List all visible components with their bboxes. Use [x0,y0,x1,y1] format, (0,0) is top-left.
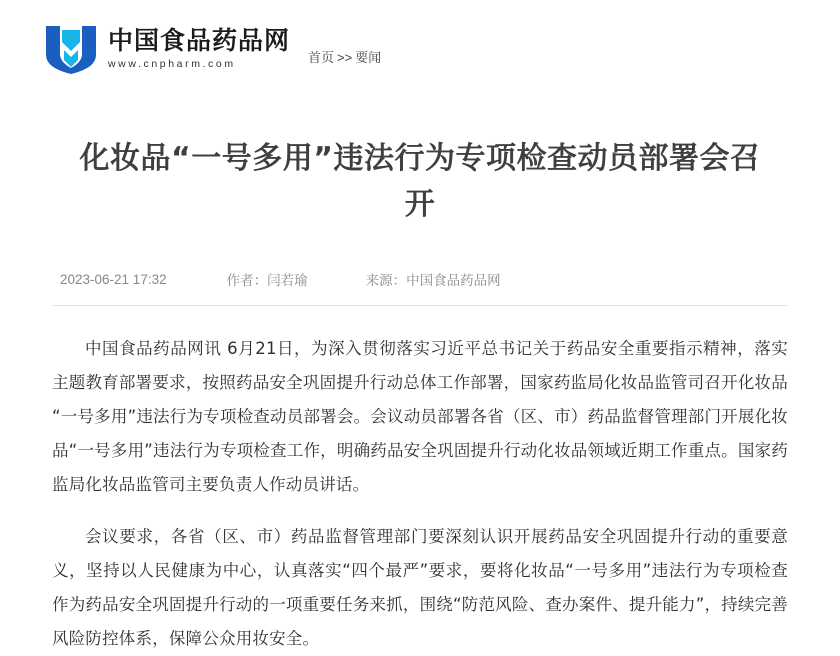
article-paragraph: 中国食品药品网讯 6月21日，为深入贯彻落实习近平总书记关于药品安全重要指示精神，落实主题教育部署要求，按照药品安全巩固提升行动总体工作部署，国家药监局化妆品监管司召开化妆品“一号多用”违法行为专项检查动员部署会。会议动员部署各省（区、市）药品监督管理部门开展化妆品“一号多用”违法行为专项检查工作，明确药品安全巩固提升行动化妆品领域近期工作重点。国家药监局化妆品监管司主要负责人作动员讲话。 [52,339,788,495]
article-container [0,136,840,656]
article-paragraph: 会议要求，各省（区、市）药品监督管理部门要深刻认识开展药品安全巩固提升行动的重要意义，坚持以人民健康为中心，认真落实“四个最严”要求，要将化妆品“一号多用”违法行为专项检查作为药品安全巩固提升行动的一项重要任务来抓，围绕“防范风险、查办案件、提升能力”，持续完善风险防控体系，保障公众用妆安全。 [52,527,788,649]
article-meta [52,269,788,289]
site-logo[interactable] [44,24,290,74]
article-author: 作者：闫若瑜 [226,273,308,289]
article-source: 来源：中国食品药品网 [365,273,501,289]
article-body [52,332,788,656]
logo-site-name: 中国食品药品网 [108,25,291,55]
site-header [0,0,840,74]
page-title: 化妆品“一号多用”违法行为专项检查动员部署会召开 [79,141,761,222]
breadcrumb [308,47,381,66]
article-date: 2023-06-21 17:32 [60,271,167,287]
breadcrumb-current[interactable]: 要闻 [355,50,382,65]
logo-site-url: www.cnpharm.com [108,57,236,70]
cnpharm-logo-icon [44,24,98,74]
breadcrumb-separator: >> [337,50,353,65]
breadcrumb-home-link[interactable]: 首页 [308,50,335,65]
logo-text-block [108,27,290,70]
meta-divider [52,305,788,306]
